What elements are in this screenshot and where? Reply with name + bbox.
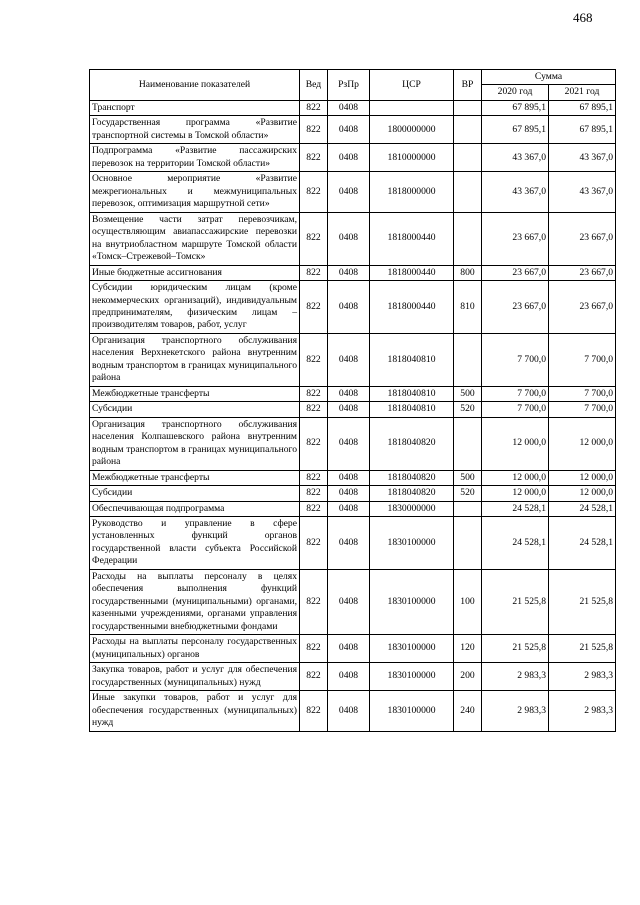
table-row [90,501,616,516]
row-csr: 1818000440 [370,265,454,280]
row-name: Субсидии юридическим лицам (кроме некоммерческих организаций), индивидуальным предпринимателям, физическим лицам – производителям товаров, работ, услуг [90,281,300,334]
table-row [90,569,616,634]
row-ved: 822 [300,333,328,386]
row-name: Расходы на выплаты персоналу в целях обеспечения выполнения функций государственными (муниципальными) органами, казенными учреждениями, органами управления государственными внебюджетными фондами [90,569,300,634]
row-ved: 822 [300,212,328,265]
row-csr: 1818040810 [370,333,454,386]
row-ved: 822 [300,281,328,334]
row-sum-2021: 43 367,0 [549,172,616,212]
row-sum-2021: 67 895,1 [549,100,616,115]
row-rzpr: 0408 [328,417,370,470]
row-rzpr: 0408 [328,569,370,634]
row-vr [454,501,482,516]
row-vr: 200 [454,663,482,691]
table-row [90,100,616,115]
row-rzpr: 0408 [328,116,370,144]
row-name: Организация транспортного обслуживания населения Верхнекетского района внутренним водным транспортом в границах муниципального района [90,333,300,386]
table-row [90,517,616,570]
row-sum-2021: 21 525,8 [549,635,616,663]
row-sum-2021: 7 700,0 [549,402,616,417]
row-rzpr: 0408 [328,470,370,485]
row-vr [454,417,482,470]
row-sum-2020: 24 528,1 [482,517,549,570]
row-sum-2021: 23 667,0 [549,265,616,280]
row-rzpr: 0408 [328,144,370,172]
row-sum-2020: 7 700,0 [482,386,549,401]
row-name: Субсидии [90,402,300,417]
row-sum-2021: 7 700,0 [549,386,616,401]
row-name: Иные закупки товаров, работ и услуг для обеспечения государственных (муниципальных) нужд [90,691,300,731]
row-sum-2020: 12 000,0 [482,486,549,501]
row-csr: 1818040810 [370,402,454,417]
row-sum-2020: 2 983,3 [482,691,549,731]
row-csr [370,100,454,115]
table-row [90,144,616,172]
row-sum-2020: 23 667,0 [482,265,549,280]
row-rzpr: 0408 [328,691,370,731]
header-csr: ЦСР [370,70,454,101]
row-csr: 1810000000 [370,144,454,172]
row-sum-2020: 23 667,0 [482,212,549,265]
row-name: Расходы на выплаты персоналу государственных (муниципальных) органов [90,635,300,663]
row-ved: 822 [300,691,328,731]
row-rzpr: 0408 [328,486,370,501]
row-vr: 120 [454,635,482,663]
row-sum-2021: 7 700,0 [549,333,616,386]
row-sum-2021: 24 528,1 [549,517,616,570]
table-row [90,663,616,691]
row-csr: 1830100000 [370,569,454,634]
row-csr: 1818040810 [370,386,454,401]
row-name: Подпрограмма «Развитие пассажирских перевозок на территории Томской области» [90,144,300,172]
row-sum-2021: 12 000,0 [549,417,616,470]
row-ved: 822 [300,265,328,280]
row-name: Организация транспортного обслуживания населения Колпашевского района внутренним водным транспортом в границах муниципального района [90,417,300,470]
row-csr: 1830100000 [370,663,454,691]
row-vr: 100 [454,569,482,634]
row-ved: 822 [300,402,328,417]
row-name: Возмещение части затрат перевозчикам, осуществляющим авиапассажирские перевозки на внутриобластном маршруте Томской области «Томск–Стрежевой–Томск» [90,212,300,265]
row-sum-2020: 67 895,1 [482,100,549,115]
row-sum-2020: 21 525,8 [482,569,549,634]
row-sum-2020: 24 528,1 [482,501,549,516]
row-sum-2020: 43 367,0 [482,144,549,172]
row-vr [454,517,482,570]
row-name: Государственная программа «Развитие транспортной системы в Томской области» [90,116,300,144]
row-name: Иные бюджетные ассигнования [90,265,300,280]
table-row [90,333,616,386]
table-row [90,470,616,485]
row-sum-2021: 23 667,0 [549,281,616,334]
row-rzpr: 0408 [328,212,370,265]
row-csr: 1818000000 [370,172,454,212]
row-csr: 1818000440 [370,281,454,334]
row-rzpr: 0408 [328,402,370,417]
table-row [90,691,616,731]
table-row [90,386,616,401]
row-csr: 1818040820 [370,417,454,470]
row-sum-2021: 43 367,0 [549,144,616,172]
row-sum-2020: 12 000,0 [482,417,549,470]
row-vr [454,333,482,386]
row-csr: 1818000440 [370,212,454,265]
header-row [90,70,616,85]
row-csr: 1818040820 [370,470,454,485]
row-csr: 1818040820 [370,486,454,501]
row-rzpr: 0408 [328,663,370,691]
row-sum-2020: 12 000,0 [482,470,549,485]
row-sum-2020: 23 667,0 [482,281,549,334]
row-csr: 1830100000 [370,517,454,570]
row-name: Обеспечивающая подпрограмма [90,501,300,516]
row-name: Субсидии [90,486,300,501]
row-sum-2021: 12 000,0 [549,470,616,485]
row-sum-2020: 7 700,0 [482,333,549,386]
row-ved: 822 [300,116,328,144]
row-ved: 822 [300,517,328,570]
row-rzpr: 0408 [328,517,370,570]
header-year-2021: 2021 год [549,85,616,100]
row-rzpr: 0408 [328,172,370,212]
row-sum-2020: 7 700,0 [482,402,549,417]
row-sum-2021: 67 895,1 [549,116,616,144]
row-rzpr: 0408 [328,333,370,386]
row-rzpr: 0408 [328,501,370,516]
row-ved: 822 [300,663,328,691]
row-rzpr: 0408 [328,100,370,115]
row-vr: 810 [454,281,482,334]
row-rzpr: 0408 [328,635,370,663]
row-vr: 500 [454,386,482,401]
row-ved: 822 [300,470,328,485]
row-sum-2021: 23 667,0 [549,212,616,265]
table-row [90,635,616,663]
row-sum-2020: 21 525,8 [482,635,549,663]
row-rzpr: 0408 [328,265,370,280]
row-sum-2021: 21 525,8 [549,569,616,634]
row-vr [454,172,482,212]
row-rzpr: 0408 [328,386,370,401]
row-vr [454,144,482,172]
header-vr: ВР [454,70,482,101]
row-name: Транспорт [90,100,300,115]
row-vr [454,116,482,144]
table-row [90,265,616,280]
row-sum-2020: 67 895,1 [482,116,549,144]
row-ved: 822 [300,569,328,634]
row-vr [454,212,482,265]
row-csr: 1830100000 [370,635,454,663]
header-ved: Вед [300,70,328,101]
row-name: Межбюджетные трансферты [90,386,300,401]
header-name: Наименование показателей [90,70,300,101]
table-row [90,281,616,334]
row-vr: 520 [454,486,482,501]
table-row [90,486,616,501]
page-number: 468 [573,10,593,25]
row-ved: 822 [300,417,328,470]
table-row [90,172,616,212]
table-row [90,116,616,144]
budget-table [89,69,616,732]
row-name: Межбюджетные трансферты [90,470,300,485]
row-csr: 1800000000 [370,116,454,144]
row-vr: 800 [454,265,482,280]
row-sum-2021: 12 000,0 [549,486,616,501]
row-csr: 1830100000 [370,691,454,731]
row-ved: 822 [300,386,328,401]
header-rzpr: РзПр [328,70,370,101]
row-name: Руководство и управление в сфере установленных функций органов государственной власти субъекта Российской Федерации [90,517,300,570]
row-sum-2020: 2 983,3 [482,663,549,691]
row-rzpr: 0408 [328,281,370,334]
table-row [90,417,616,470]
row-ved: 822 [300,635,328,663]
row-ved: 822 [300,100,328,115]
row-ved: 822 [300,172,328,212]
table-row [90,402,616,417]
row-ved: 822 [300,486,328,501]
row-sum-2020: 43 367,0 [482,172,549,212]
row-vr: 520 [454,402,482,417]
row-vr [454,100,482,115]
row-name: Основное мероприятие «Развитие межрегиональных и межмуниципальных перевозок, оптимизация маршрутной сети» [90,172,300,212]
row-sum-2021: 2 983,3 [549,691,616,731]
header-year-2020: 2020 год [482,85,549,100]
row-ved: 822 [300,501,328,516]
row-vr: 240 [454,691,482,731]
row-csr: 1830000000 [370,501,454,516]
row-ved: 822 [300,144,328,172]
row-vr: 500 [454,470,482,485]
header-sum: Сумма [482,70,616,85]
row-name: Закупка товаров, работ и услуг для обеспечения государственных (муниципальных) нужд [90,663,300,691]
row-sum-2021: 24 528,1 [549,501,616,516]
table-row [90,212,616,265]
row-sum-2021: 2 983,3 [549,663,616,691]
